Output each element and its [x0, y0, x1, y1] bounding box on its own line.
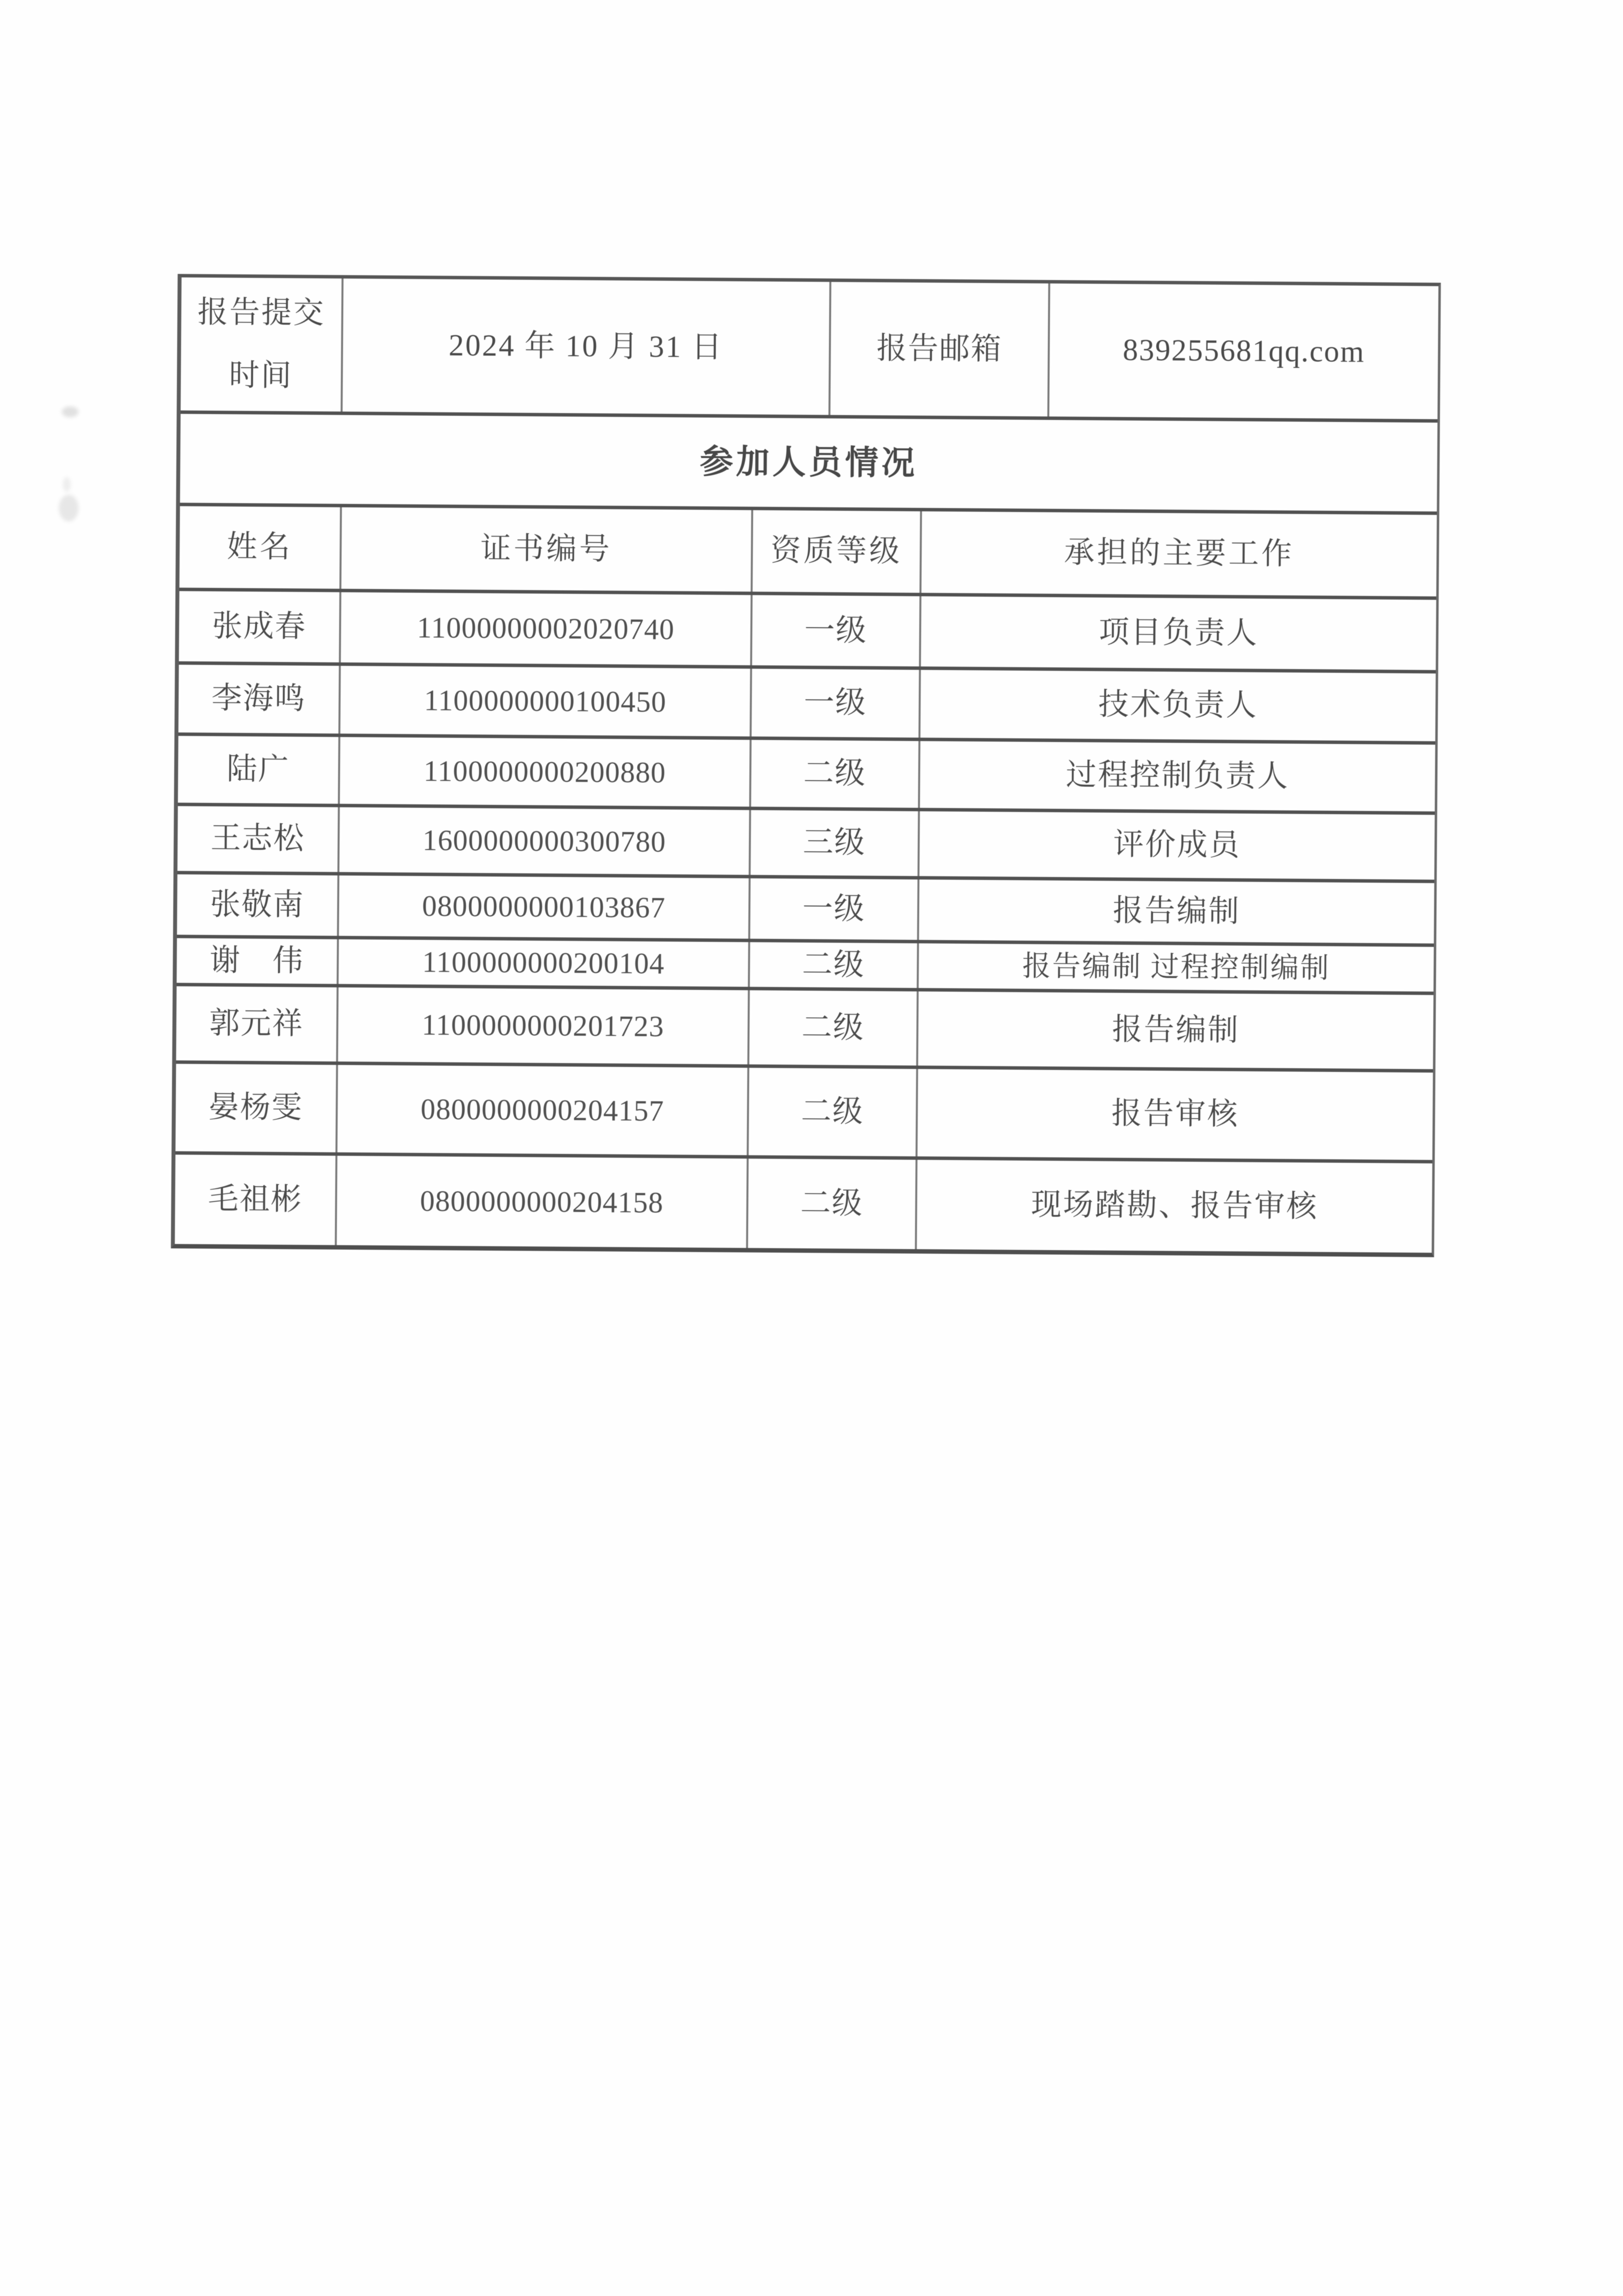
- table-row: [179, 591, 1436, 674]
- person-name: 张敬南: [177, 874, 340, 936]
- table-row: [177, 806, 1435, 883]
- main-work: 报告编制: [1112, 1012, 1240, 1047]
- person-name: 王志松: [178, 806, 340, 872]
- table-row: [176, 986, 1434, 1073]
- header-cert-no: 证书编号: [342, 507, 753, 592]
- qualification-level: 二级: [748, 1068, 918, 1156]
- submit-time-value: 2024 年 10 月 31 日: [343, 278, 831, 415]
- person-name: 毛祖彬: [175, 1155, 337, 1245]
- cert-number: 1100000000100450: [340, 666, 752, 736]
- qualification-level: 二级: [750, 942, 919, 988]
- qualification-level: 二级: [748, 1159, 917, 1249]
- qualification-level: 一级: [751, 669, 921, 737]
- qualification-level: 一级: [752, 595, 921, 666]
- main-work: 项目负责人: [1098, 615, 1259, 650]
- submit-time-label-cell: [181, 277, 344, 411]
- person-name: 李海鸣: [178, 665, 341, 733]
- cert-number: 1100000000200880: [340, 737, 751, 807]
- person-name: 郭元祥: [176, 986, 339, 1061]
- main-work: 过程控制负责人: [1065, 758, 1290, 793]
- cert-number: 0800000000103867: [339, 875, 751, 939]
- cert-number: 1100000000201723: [338, 987, 750, 1064]
- header-name: 姓名: [180, 506, 342, 589]
- person-name: 晏杨雯: [176, 1064, 338, 1152]
- table-row: [178, 736, 1435, 815]
- person-name: 谢 伟: [177, 938, 339, 984]
- report-email-label: 报告邮箱: [830, 282, 1050, 416]
- submit-time-label: 报告提交时间: [197, 296, 325, 393]
- header-work: 承担的主要工作: [1064, 536, 1295, 571]
- main-work: 现场踏勘、报告审核: [1031, 1188, 1319, 1224]
- personnel-report-table: [171, 274, 1441, 1257]
- qualification-level: 二级: [749, 990, 919, 1065]
- cert-number: 0800000000204158: [337, 1156, 748, 1248]
- cert-number: 0800000000204157: [338, 1065, 749, 1155]
- section-title: 参加人员情况: [699, 443, 918, 482]
- qualification-level: 一级: [750, 878, 920, 940]
- main-work: 报告编制: [1113, 893, 1241, 928]
- header-level: 资质等级: [753, 510, 922, 593]
- cert-number: 11000000002020740: [341, 592, 752, 665]
- table-row: [178, 665, 1436, 745]
- table-row: [177, 874, 1435, 947]
- scan-smudge: [62, 406, 79, 417]
- main-work: 报告编制 过程控制编制: [1022, 950, 1330, 984]
- main-work: 技术负责人: [1098, 688, 1258, 723]
- cert-number: 1100000000200104: [339, 939, 750, 987]
- column-header-row: [179, 506, 1437, 600]
- table-row: [175, 1064, 1433, 1163]
- report-info-row: [181, 277, 1438, 423]
- scan-smudge: [59, 495, 79, 521]
- cert-number: 1600000000300780: [340, 807, 751, 875]
- qualification-level: 二级: [751, 740, 920, 808]
- main-work: 报告审核: [1111, 1097, 1239, 1132]
- section-title-cell: [180, 414, 1437, 512]
- scan-smudge: [63, 477, 71, 492]
- section-title-row: [180, 414, 1437, 515]
- qualification-level: 三级: [750, 810, 920, 876]
- person-name: 张成春: [179, 591, 341, 662]
- main-work: 评价成员: [1113, 828, 1241, 863]
- table-row: [175, 1155, 1432, 1253]
- report-email-value: 839255681qq.com: [1122, 333, 1365, 369]
- person-name: 陆广: [178, 736, 340, 804]
- table-row: [177, 938, 1434, 995]
